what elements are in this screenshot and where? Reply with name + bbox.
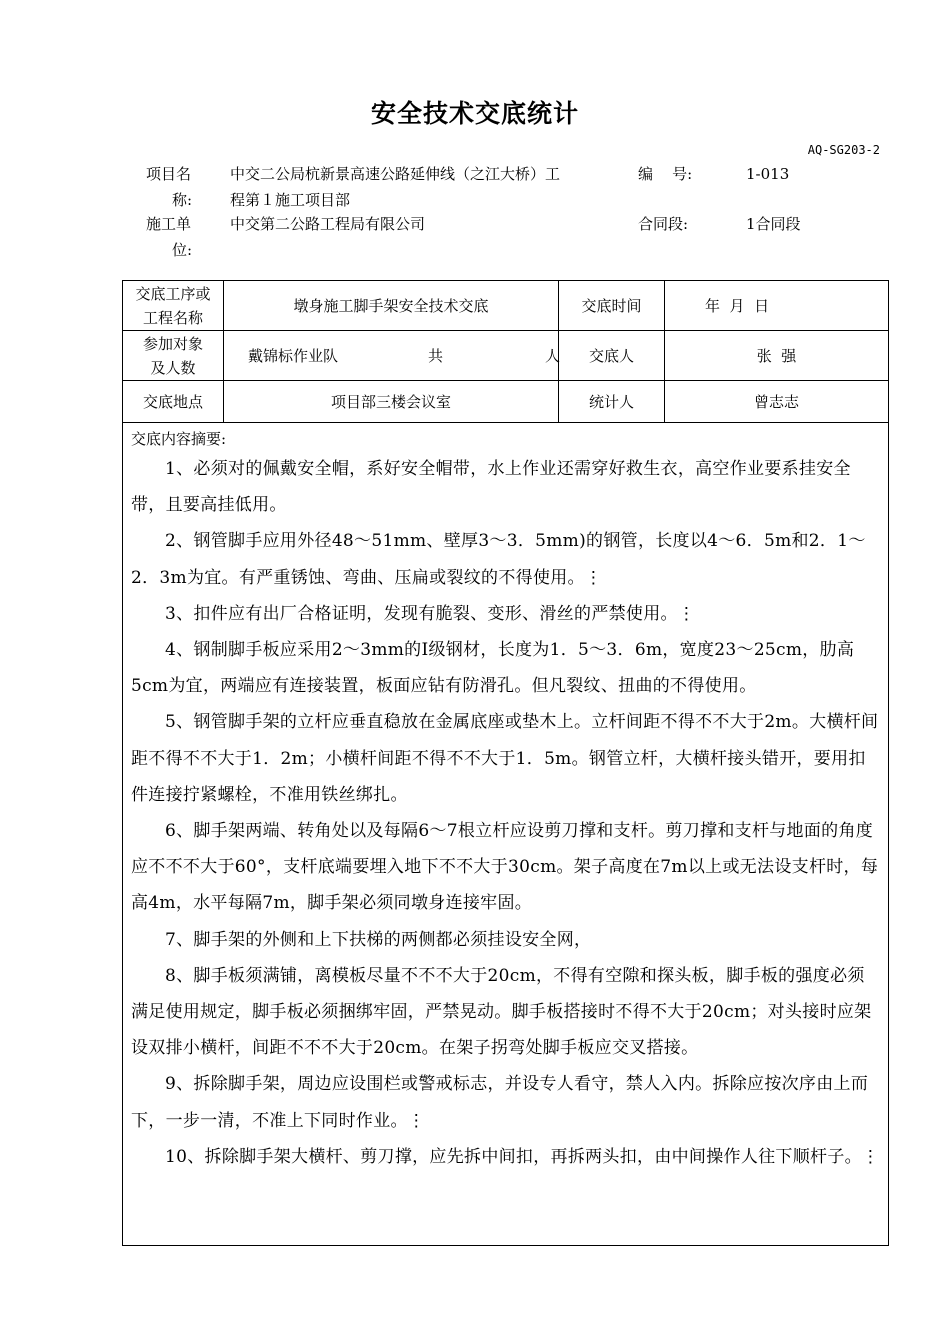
- team-name: 戴锦标作业队: [248, 347, 339, 365]
- table-row: [123, 331, 889, 381]
- contract-label: 合同段:: [638, 215, 689, 233]
- content-row: [123, 423, 889, 1246]
- participants-label: 参加对象 及人数: [123, 331, 224, 381]
- statistician-value: 曾志志: [665, 381, 889, 423]
- project-label-1: 项目名: [146, 165, 192, 183]
- content-cell: [123, 423, 889, 1246]
- statistician-label: 统计人: [559, 381, 665, 423]
- content-item-10: 10、拆除脚手架大横杆、剪刀撑，应先拆中间扣，再拆两头扣，由中间操作人往下顺杆子。⋮: [165, 1146, 880, 1167]
- content-item-8: 8、脚手板须满铺，离模板尽量不不不大于20cm，不得有空隙和探头板，脚手板的强度必须满足使用规定，脚手板必须捆绑牢固，严禁晃动。脚手板搭接时不得不大于20cm；对头接时应架设双排小横杆，间距不不不大于20cm。在架子拐弯处脚手板应交叉搭接。: [131, 965, 872, 1059]
- table-row: [123, 281, 889, 331]
- document-title: 安全技术交底统计: [370, 99, 579, 128]
- location-value: 项目部三楼会议室: [224, 381, 559, 423]
- location-label: 交底地点: [123, 381, 224, 423]
- total-label: 共: [428, 347, 444, 365]
- content-item-2: 2、钢管脚手应用外径48～51mm、壁厚3～3．5mm)的钢管，长度以4～6．5m和2．1～2．3m为宜。有严重锈蚀、弯曲、压扁或裂纹的不得使用。⋮: [131, 531, 866, 588]
- project-label-2: 称:: [172, 191, 193, 209]
- content-item-9: 9、拆除脚手架，周边应设围栏或警戒标志，并设专人看守，禁人入内。拆除应按次序由上而下，一步一清，不准上下同时作业。⋮: [131, 1074, 869, 1131]
- content-item-1: 1、必须对的佩戴安全帽，系好安全帽带，水上作业还需穿好救生衣，高空作业要系挂安全带，且要高挂低用。: [131, 459, 851, 516]
- content-item-4: 4、钢制脚手板应采用2～3mm的Ⅰ级钢材，长度为1．5～3．6m，宽度23～25cm，肋高5cm为宜，两端应有连接装置，板面应钻有防滑孔。但凡裂纹、扭曲的不得使用。: [131, 640, 855, 697]
- content-item-7: 7、脚手架的外侧和上下扶梯的两侧都必须挂设安全网，: [165, 929, 592, 950]
- time-label: 交底时间: [559, 281, 665, 331]
- contract-value: 1合同段: [746, 215, 801, 233]
- content-item-5: 5、钢管脚手架的立杆应垂直稳放在金属底座或垫木上。立杆间距不得不不大于2m。大横杆间距不得不不大于1．2m；小横杆间距不得不不大于1．5m。钢管立杆，大横杆接头错开，要用扣件连接拧紧螺栓，不准用铁丝绑扎。: [131, 712, 879, 805]
- unit-value: 中交第二公路工程局有限公司: [230, 215, 426, 233]
- number-value: 1-013: [746, 165, 790, 183]
- number-label: 编 号:: [638, 165, 693, 183]
- project-value-2: 程第１施工项目部: [230, 191, 351, 209]
- project-value-1: 中交二公局杭新景高速公路延伸线（之江大桥）工: [230, 165, 561, 183]
- process-label: 交底工序或 工程名称: [123, 281, 224, 331]
- content-item-3: 3、扣件应有出厂合格证明，发现有脆裂、变形、滑丝的严禁使用。⋮: [165, 603, 696, 624]
- content-heading: 交底内容摘要:: [131, 430, 227, 448]
- disclosure-table: [122, 280, 889, 1246]
- unit-label-2: 位:: [172, 241, 193, 259]
- person-unit: 人: [544, 347, 560, 365]
- discloser-value: 张 强: [665, 331, 889, 381]
- participants-value: [224, 331, 559, 381]
- process-value: 墩身施工脚手架安全技术交底: [224, 281, 559, 331]
- discloser-label: 交底人: [559, 331, 665, 381]
- document-code: AQ-SG203-2: [807, 143, 880, 157]
- unit-label-1: 施工单: [146, 215, 192, 233]
- content-item-6: 6、脚手架两端、转角处以及每隔6～7根立杆应设剪刀撑和支杆。剪刀撑和支杆与地面的角度应不不不大于60°，支杆底端要埋入地下不不大于30cm。架子高度在7m以上或无法设支杆时，每高4m，水平每隔7m，脚手架必须同墩身连接牢固。: [131, 821, 879, 914]
- table-row: [123, 381, 889, 423]
- time-value: 年 月 日: [665, 281, 889, 331]
